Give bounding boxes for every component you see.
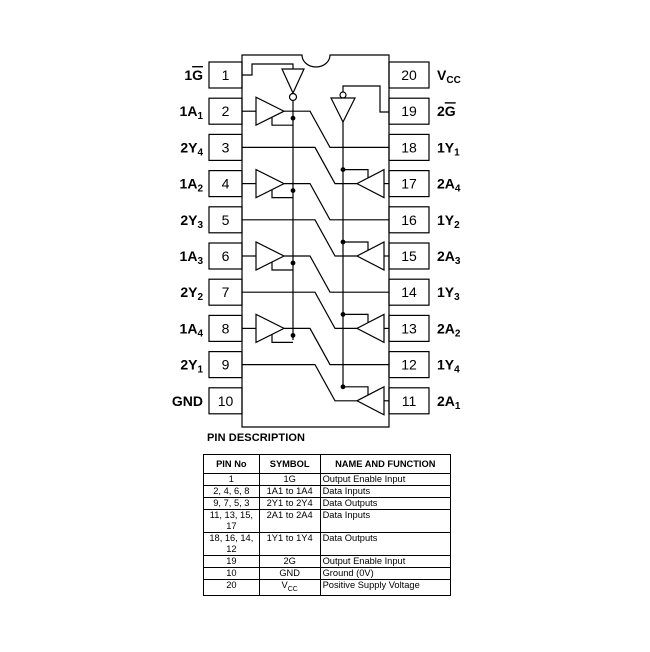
symbol-cell: GND [259,568,320,580]
left-pin-label-3: $2Y_4$ [180,139,203,159]
right-pin-label-13: $2A_2$ [437,320,461,340]
buffer-1-4 [256,314,284,342]
buffer-1-1 [256,97,284,125]
left-pin-label-10: GND [171,392,203,409]
table-row [204,556,451,568]
function-cell: Data Outputs [320,533,450,556]
pin-no-cell: 1 [204,474,260,486]
enable-buffer-1 [282,69,304,93]
function-cell: Output Enable Input [320,474,450,486]
pin-description-table [203,454,451,596]
buffer-2-1 [357,170,384,198]
buffer-2-4 [357,387,384,415]
function-cell: Positive Supply Voltage [320,580,450,596]
left-pin-number-4: 4 [221,175,230,192]
buffer-1-2 [256,170,284,198]
right-pin-number-19: 19 [401,103,417,120]
function-cell: Output Enable Input [320,556,450,568]
left-pin-label-2: $1A_1$ [179,103,203,123]
right-pin-label-11: $2A_1$ [437,392,461,412]
symbol-cell: 1A1 to 1A4 [259,486,320,498]
symbol-cell: $V_{CC}$ [259,580,320,596]
right-pin-number-11: 11 [401,392,417,409]
left-pin-number-2: 2 [221,103,230,120]
pin-no-cell: 2, 4, 6, 8 [204,486,260,498]
table-row [204,510,451,533]
table-row [204,533,451,556]
table-row [204,580,451,596]
function-cell: Data Outputs [320,498,450,510]
left-pin-label-4: $1A_2$ [179,175,203,195]
right-pin-number-12: 12 [401,356,417,373]
left-pin-label-7: $2Y_2$ [180,284,203,304]
enable-buffer-2 [331,98,355,122]
right-pin-label-15: $2A_3$ [437,248,461,267]
chip-body [242,55,389,427]
header-symbol: SYMBOL [259,455,320,474]
left-pin-number-10: 10 [217,392,234,409]
right-pin-number-16: 16 [401,211,417,228]
right-pin-label-17: $2A_4$ [437,175,461,195]
left-pin-label-5: $2Y_3$ [180,211,203,231]
symbol-cell: $2\overline{G}$ [259,556,320,568]
left-pin-number-3: 3 [221,139,230,156]
header-name-function: NAME AND FUNCTION [320,455,450,474]
buffer-2-3 [357,314,384,342]
function-cell: Data Inputs [320,510,450,533]
left-pin-number-1: 1 [221,67,230,83]
right-pin-number-14: 14 [401,284,417,301]
pin-description-title: PIN DESCRIPTION [207,432,306,444]
right-pin-number-20: 20 [401,67,417,83]
right-pin-label-14: $1Y_3$ [437,284,460,304]
left-pin-number-6: 6 [221,248,230,264]
symbol-cell: 1Y1 to 1Y4 [259,533,320,556]
table-row [204,486,451,498]
pin-no-cell: 10 [204,568,260,580]
right-pin-number-15: 15 [401,248,417,264]
table-row [204,568,451,580]
pin-no-cell: 20 [204,580,260,596]
left-pin-number-5: 5 [221,211,230,228]
symbol-cell: 2A1 to 2A4 [259,510,320,533]
left-pin-label-6: $1A_3$ [179,248,203,267]
table-row [204,474,451,486]
left-pin-number-7: 7 [221,284,230,301]
symbol-cell: $1\overline{G}$ [259,474,320,486]
right-pin-label-19: 2G [437,103,456,120]
left-pin-number-9: 9 [221,356,230,373]
header-pin-no: PIN No [204,455,260,474]
pin-no-cell: 18, 16, 14, 12 [204,533,260,556]
right-pin-number-18: 18 [401,139,417,156]
symbol-cell: 2Y1 to 2Y4 [259,498,320,510]
buffer-2-2 [357,242,384,270]
left-pin-label-1: 1G [184,67,203,83]
pin-no-cell: 9, 7, 5, 3 [204,498,260,510]
table-row [204,498,451,510]
left-pin-label-8: $1A_4$ [179,320,203,340]
pin-no-cell: 19 [204,556,260,568]
right-pin-label-20: $V_{CC}$ [437,67,461,86]
right-pin-label-16: $1Y_2$ [437,211,460,231]
right-pin-label-18: $1Y_1$ [437,139,460,159]
table-header-row [204,455,451,474]
left-pin-label-9: $2Y_1$ [180,356,203,376]
function-cell: Data Inputs [320,486,450,498]
right-pin-number-17: 17 [401,175,417,192]
right-pin-number-13: 13 [401,320,417,337]
buffer-1-3 [256,242,284,270]
function-cell: Ground (0V) [320,568,450,580]
right-pin-label-12: $1Y_4$ [437,356,460,376]
left-pin-number-8: 8 [221,320,230,337]
pin-no-cell: 11, 13, 15, 17 [204,510,260,533]
